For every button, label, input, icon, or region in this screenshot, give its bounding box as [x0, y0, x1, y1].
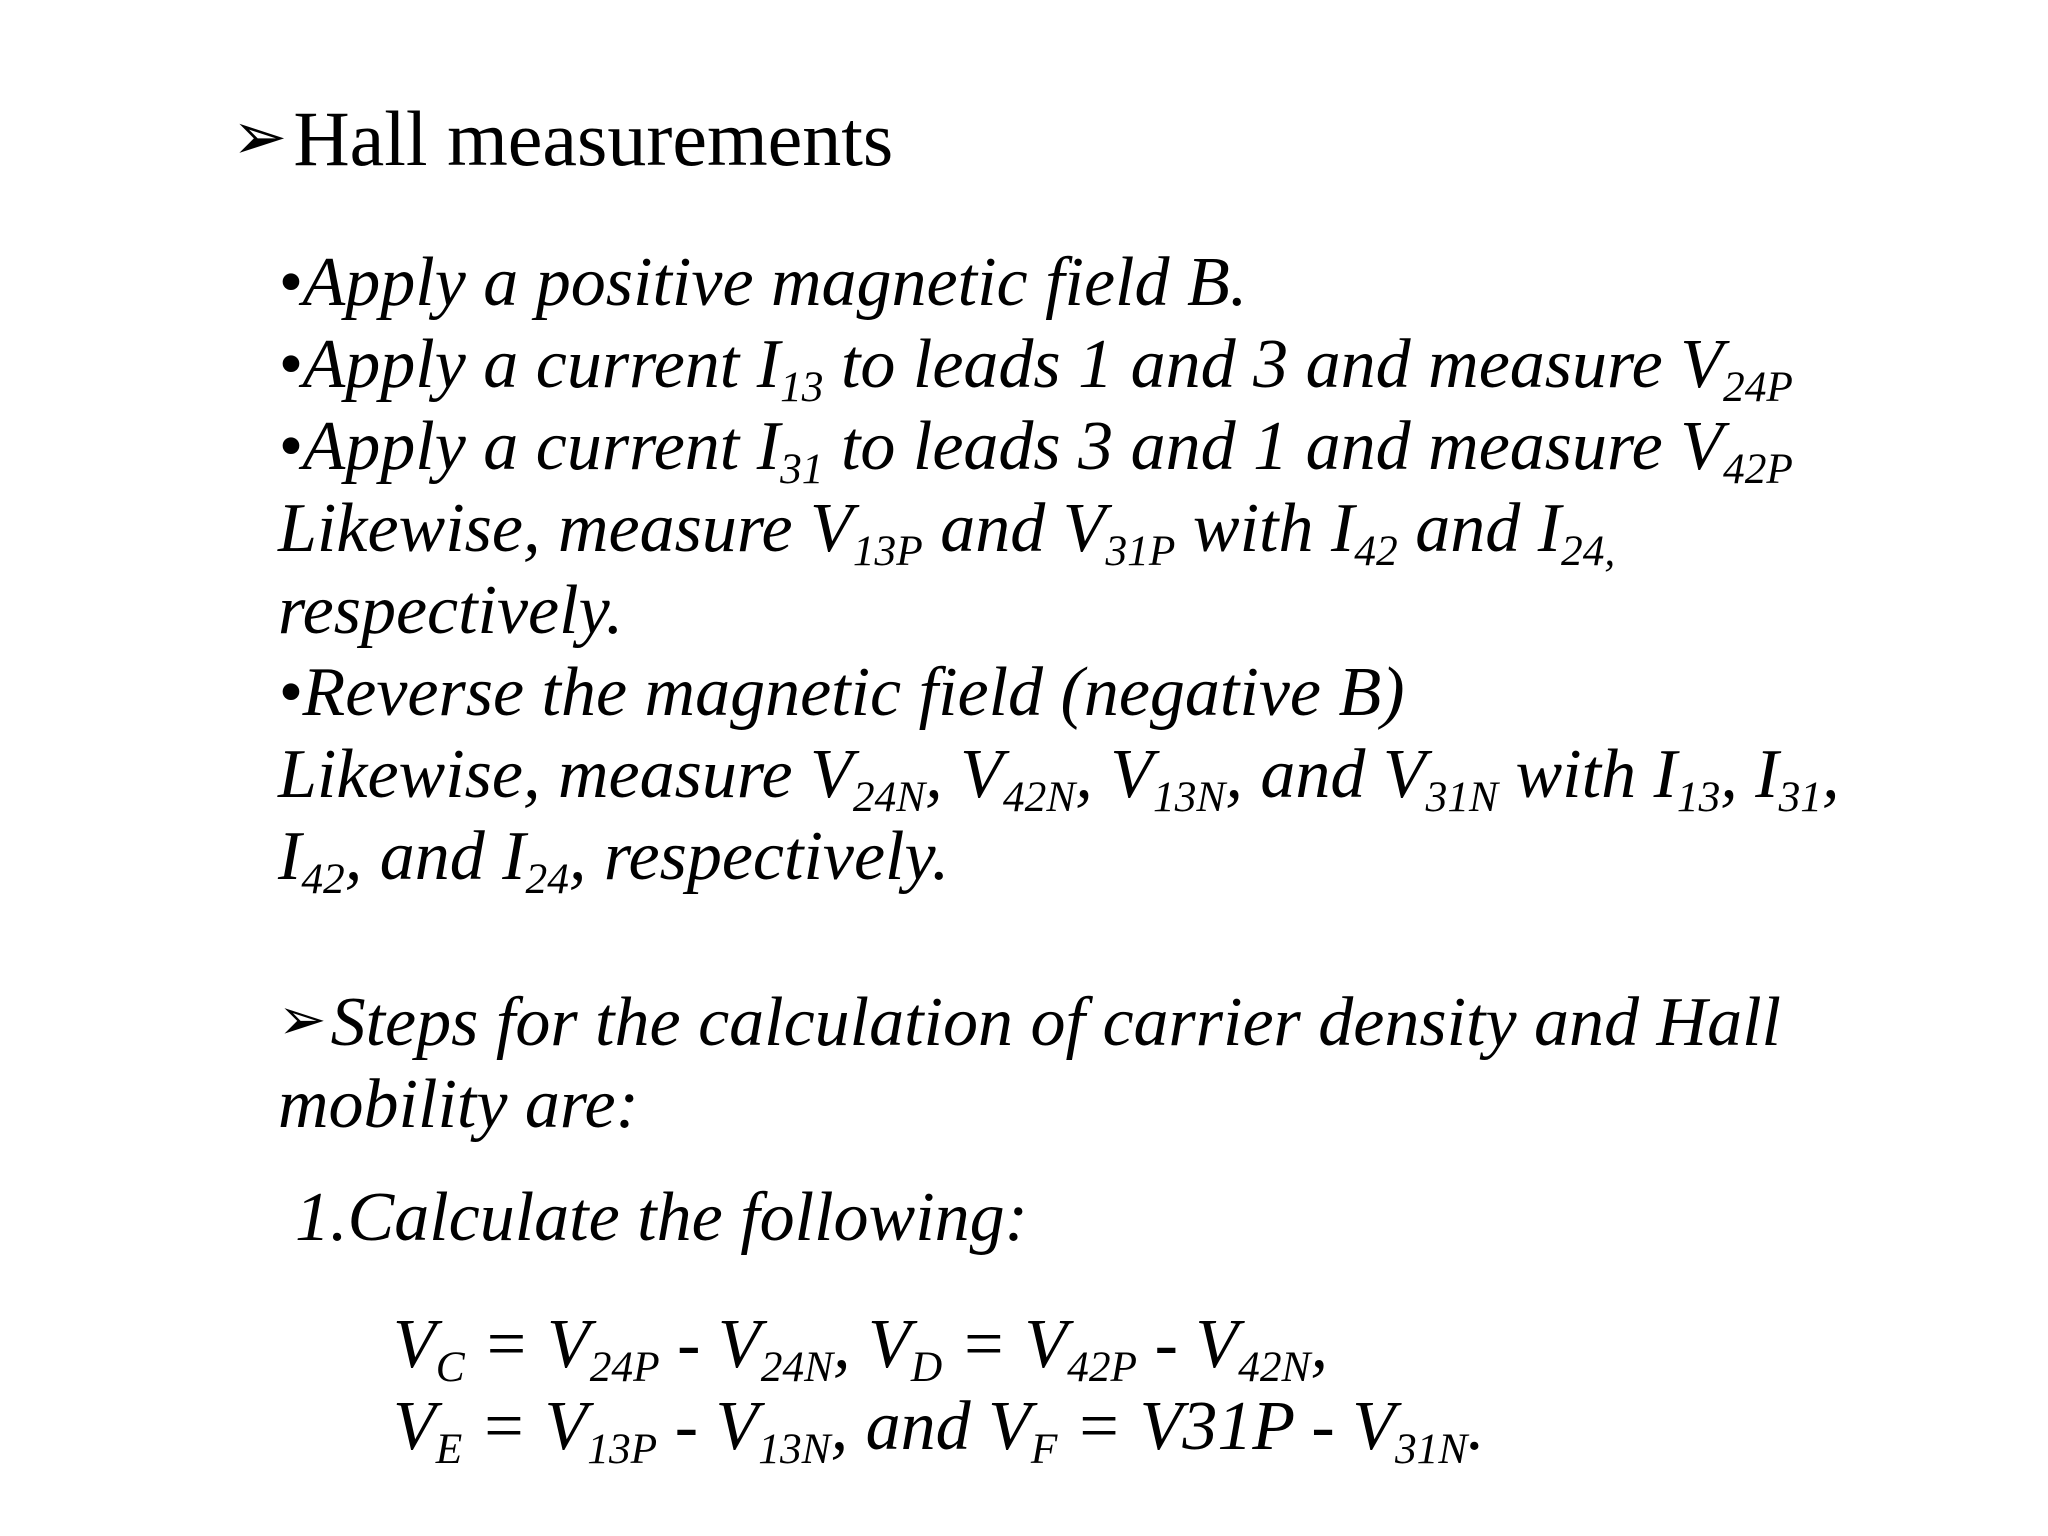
arrow-bullet-icon: ➢: [232, 101, 288, 174]
steps-heading-line-1: [278, 984, 1781, 1061]
bullet-apply-current-31: [278, 408, 1793, 493]
subscript: 13: [780, 362, 824, 411]
subscript: 42N: [1002, 772, 1076, 821]
text: and V: [922, 490, 1106, 567]
subscript: 42N: [1238, 1342, 1311, 1391]
subscript: 42: [301, 854, 345, 903]
text: - V: [1137, 1306, 1239, 1383]
text: , V: [925, 736, 1003, 813]
equation-line-1: [393, 1306, 1328, 1391]
subscript: 42: [1354, 526, 1398, 575]
equation-line-2: [393, 1388, 1485, 1473]
arrow-bullet-icon: ➢: [278, 987, 327, 1052]
subscript: E: [435, 1424, 463, 1473]
step-1: [295, 1179, 1028, 1256]
subscript: C: [435, 1342, 465, 1391]
text: with I: [1175, 490, 1355, 567]
subscript: F: [1030, 1424, 1058, 1473]
text: with I: [1497, 736, 1677, 813]
bullet-reverse-field: [278, 654, 1405, 731]
text: I: [278, 818, 302, 895]
subscript: 24N: [852, 772, 926, 821]
text: V: [393, 1306, 436, 1383]
text: ,: [1821, 736, 1840, 813]
bullet-text: •Apply a positive magnetic field B.: [278, 244, 1248, 321]
subscript: 13P: [852, 526, 923, 575]
text: - V: [659, 1306, 761, 1383]
text: Likewise, measure V: [278, 490, 853, 567]
subscript: 31N: [1425, 772, 1498, 821]
text: , and I: [344, 818, 526, 895]
subscript: 31P: [1105, 526, 1176, 575]
text: , respectively.: [568, 818, 950, 895]
subscript: D: [910, 1342, 943, 1391]
text: respectively.: [278, 572, 624, 649]
subscript: 42P: [1723, 444, 1793, 493]
subscript: 13N: [758, 1424, 831, 1473]
subscript: 31N: [1394, 1424, 1468, 1473]
text: •Apply a current I: [278, 408, 781, 485]
bullet-apply-field: [278, 244, 1248, 321]
text: V: [393, 1388, 436, 1465]
text: , and V: [1225, 736, 1426, 813]
respectively-line: [278, 572, 624, 649]
subscript: 24P: [589, 1342, 660, 1391]
text: and I: [1397, 490, 1561, 567]
text: , V: [1075, 736, 1154, 813]
likewise-negative-line-2: [278, 818, 950, 903]
subscript: 42P: [1067, 1342, 1138, 1391]
subscript: 31: [1778, 772, 1822, 821]
text: , I: [1720, 736, 1779, 813]
text: ,: [1310, 1306, 1328, 1383]
text: = V: [462, 1388, 588, 1465]
text: = V: [942, 1306, 1068, 1383]
text: = V31P - V: [1057, 1388, 1395, 1465]
subscript: 24N: [760, 1342, 834, 1391]
text: 1.Calculate the following:: [295, 1179, 1028, 1256]
bullet-apply-current-13: [278, 326, 1793, 411]
likewise-negative-line: [278, 736, 1840, 821]
text: , and V: [830, 1388, 1031, 1465]
text: .: [1467, 1388, 1485, 1465]
subscript: 31: [780, 444, 824, 493]
text: •Reverse the magnetic field (negative B): [278, 654, 1405, 731]
slide-title: [232, 95, 894, 182]
text: to leads 1 and 3 and measure V: [823, 326, 1724, 403]
subscript: 24P: [1723, 362, 1793, 411]
text: to leads 3 and 1 and measure V: [823, 408, 1724, 485]
text: Likewise, measure V: [278, 736, 853, 813]
text: mobility are:: [278, 1066, 639, 1143]
subscript: 13N: [1153, 772, 1226, 821]
likewise-positive-line: [278, 490, 1616, 575]
text: •Apply a current I: [278, 326, 781, 403]
text: , V: [833, 1306, 911, 1383]
subscript: 13P: [587, 1424, 658, 1473]
subscript: 13: [1676, 772, 1721, 821]
subscript: 24,: [1561, 526, 1616, 575]
title-text: Hall measurements: [293, 95, 894, 182]
text: = V: [464, 1306, 590, 1383]
text: - V: [657, 1388, 759, 1465]
steps-heading-line-2: [278, 1066, 639, 1143]
text: Steps for the calculation of carrier density and Hall: [330, 984, 1781, 1061]
subscript: 24: [525, 854, 569, 903]
